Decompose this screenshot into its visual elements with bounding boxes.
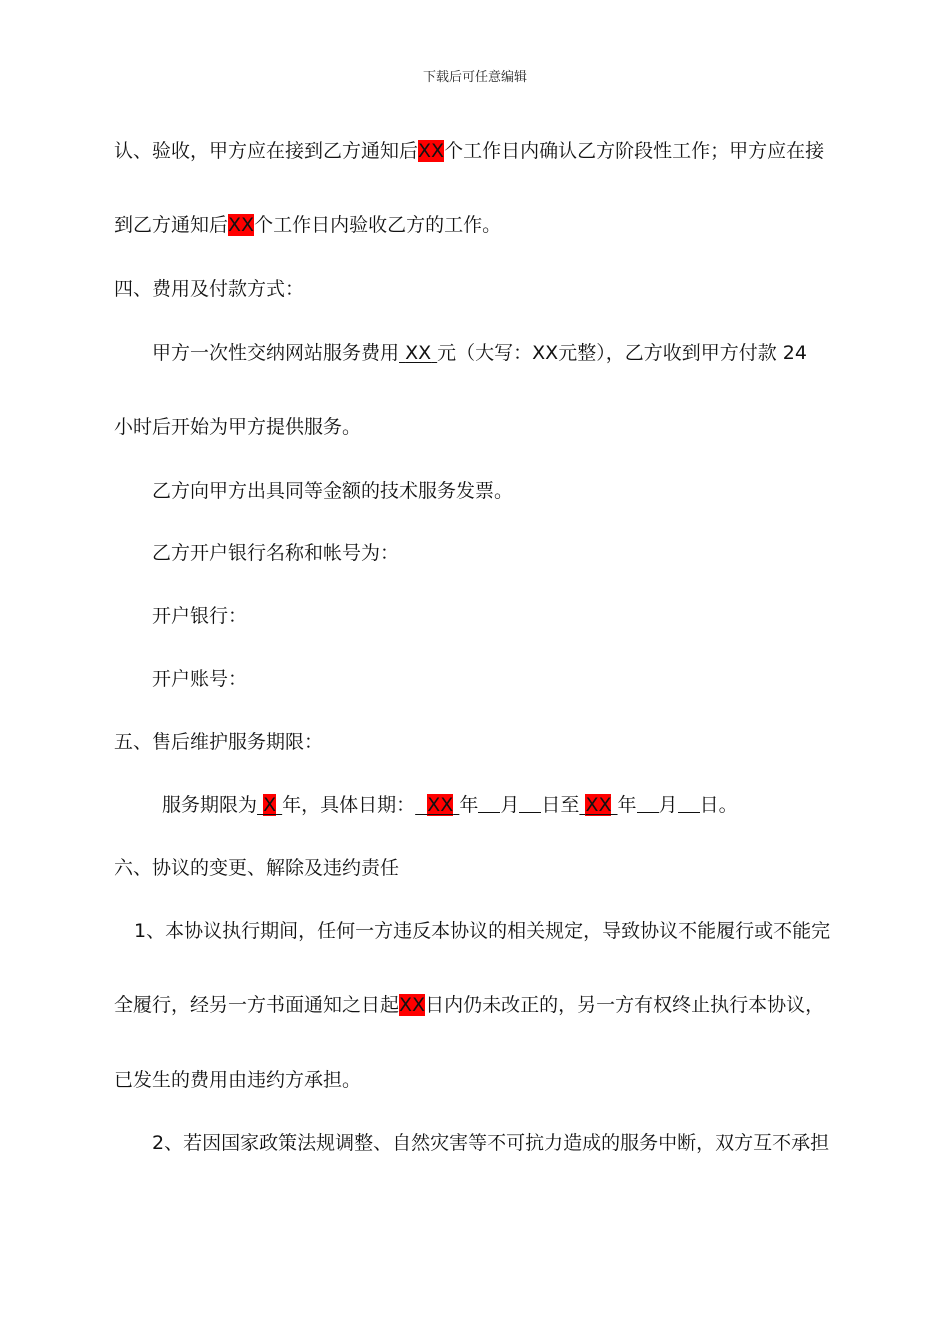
- text: 个工作日内确认乙方阶段性工作；甲方应在接: [444, 140, 825, 162]
- years-field: X: [263, 794, 277, 816]
- bank-name-label: 开户银行：: [152, 605, 248, 627]
- paragraph-invoice: 乙方向甲方出具同等金额的技术服务发票。: [152, 480, 514, 502]
- text: 甲方一次性交纳网站服务费用: [152, 342, 400, 364]
- placeholder-highlight: XX: [228, 214, 255, 236]
- start-month-blank: [478, 792, 500, 813]
- start-year-field: XX: [427, 794, 454, 816]
- end-month-blank: [637, 792, 659, 813]
- paragraph-bank-intro: 乙方开户银行名称和帐号为：: [152, 542, 400, 564]
- end-year-field: XX: [585, 794, 612, 816]
- bank-account-label: 开户账号：: [152, 668, 248, 690]
- section-heading-breach: 六、协议的变更、解除及违约责任: [114, 857, 400, 879]
- paragraph-breach-line2: [114, 992, 824, 1018]
- paragraph-acceptance-line1: [114, 138, 824, 164]
- text: 年，具体日期：: [282, 794, 416, 816]
- text: 服务期限为: [162, 794, 258, 816]
- text: 全履行，经另一方书面通知之日起: [114, 994, 400, 1016]
- fee-amount-field: XX: [405, 342, 432, 364]
- text: 元（大写：XX元整），乙方收到甲方付款 24: [437, 342, 807, 364]
- paragraph-breach-line1: 1、本协议执行期间，任何一方违反本协议的相关规定，导致协议不能履行或不能完: [134, 920, 831, 942]
- start-day-blank: [519, 792, 541, 813]
- end-day-blank: [678, 792, 700, 813]
- placeholder-highlight: XX: [399, 994, 426, 1016]
- text: 个工作日内验收乙方的工作。: [254, 214, 502, 236]
- paragraph-service-period: 服务期限为 X 年，具体日期： XX 年 月 日至 XX 年 月 日。: [162, 794, 738, 816]
- placeholder-highlight: XX: [418, 140, 445, 162]
- page-header: 下载后可任意编辑: [422, 70, 527, 85]
- paragraph-fee-line2: 小时后开始为甲方提供服务。: [114, 416, 362, 438]
- paragraph-acceptance-line2: [114, 212, 501, 238]
- text: 日内仍未改正的，另一方有权终止执行本协议，: [425, 994, 825, 1016]
- section-heading-fees: 四、费用及付款方式：: [114, 278, 305, 300]
- section-heading-service-period: 五、售后维护服务期限：: [114, 731, 324, 753]
- text: 认、验收，甲方应在接到乙方通知后: [114, 140, 419, 162]
- paragraph-breach-line3: 已发生的费用由违约方承担。: [114, 1069, 362, 1091]
- paragraph-force-majeure: 2、若因国家政策法规调整、自然灾害等不可抗力造成的服务中断，双方互不承担: [152, 1132, 830, 1154]
- text: 到乙方通知后: [114, 214, 229, 236]
- paragraph-fee-line1: [152, 340, 807, 366]
